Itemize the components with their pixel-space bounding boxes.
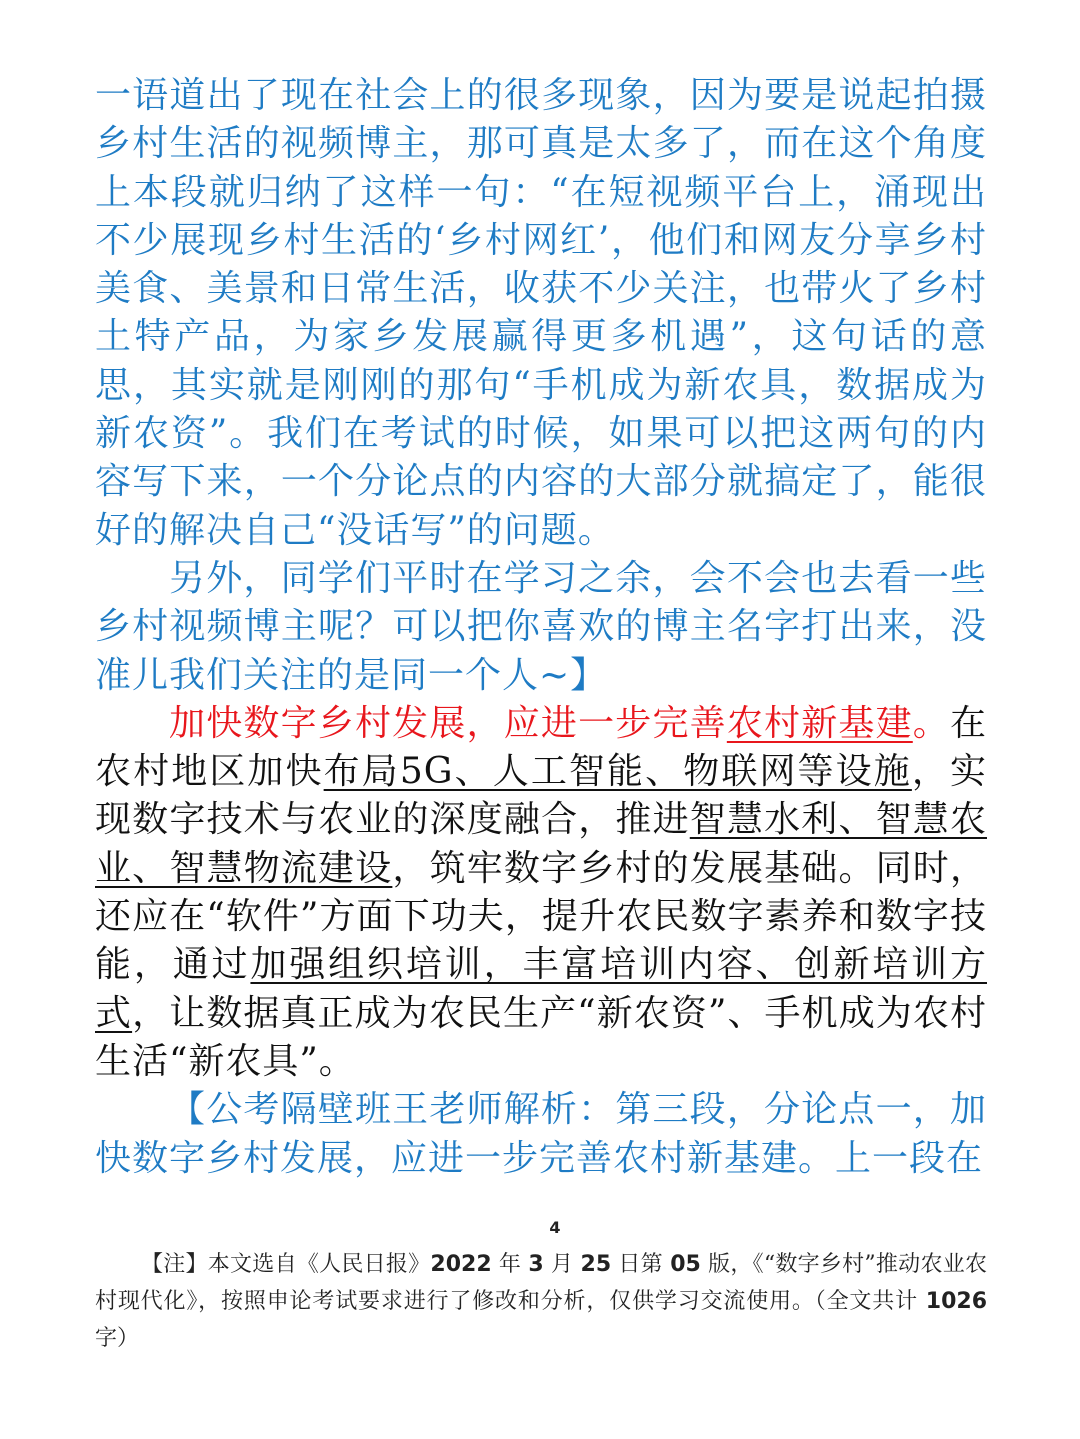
commentary-question-text: 另外，同学们平时在学习之余，会不会也去看一些乡村视频博主呢？可以把你喜欢的博主名字打出来，没准儿我们关注的是同一个人~】 [95,557,987,696]
section-heading-end: 。 [912,702,950,744]
commentary-question-paragraph [95,555,987,700]
article-body [95,72,987,1183]
section-heading [169,703,950,744]
analysis-paragraph [95,1086,987,1183]
footnote-text-5: 版，《“数字乡村”推动农业农村现代化》，按照申论考试要求进行了修改和分析，仅供学习交流使用。（全文共计 [95,1252,987,1314]
section-heading-underlined: 农村新基建 [726,702,913,744]
footnote-text-2: 年 [491,1252,529,1277]
underlined-phrase-3: 加强组织培训，丰富培训内容、创新培训方式 [95,944,987,1034]
article-text-2: ，实现数字技术与农业的深度融合，推进 [95,751,987,841]
analysis-text: 【公考隔壁班王老师解析：第三段，分论点一，加快数字乡村发展，应进一步完善农村新基建。上一段在 [95,1089,987,1179]
footnote-text-6: 字） [95,1326,140,1351]
footnote-day: 25 [580,1252,612,1277]
underlined-phrase-2: 智慧水利、智慧农业、智慧物流建设 [95,799,987,889]
article-text-3: ，筑牢数字乡村的发展基础。同时，还应在“软件”方面下功夫，提升农民数字素养和数字技能，通过 [95,847,987,986]
footnote [95,1246,987,1357]
commentary-paragraph [95,72,987,555]
section-heading-text: 加快数字乡村发展，应进一步完善 [169,702,727,744]
page-number: 4 [549,1218,561,1237]
footnote-edition: 05 [670,1252,701,1277]
article-paragraph [95,700,987,1086]
footnote-text-4: 日第 [611,1252,671,1277]
footnote-paragraph [95,1246,987,1357]
commentary-text: 一语道出了现在社会上的很多现象，因为要是说起拍摄乡村生活的视频博主，那可真是太多了，而在这个角度上本段就归纳了这样一句：“在短视频平台上，涌现出不少展现乡村生活的‘乡村网红’，他们和网友分享乡村美食、美景和日常生活，收获不少关注，也带火了乡村土特产品，为家乡发展赢得更多机遇”，这句话的意思，其实就是刚刚的那句“手机成为新农具，数据成为新农资”。我们在考试的时候，如果可以把这两句的内容写下来，一个分论点的内容的大部分就搞定了，能很好的解决自己“没话写”的问题。 [95,75,987,551]
footnote-text-3: 月 [543,1252,581,1277]
footnote-word-count: 1026 [925,1289,987,1314]
article-text-4: ，让数据真正成为农民生产“新农资”、手机成为农村生活“新农具”。 [95,992,987,1082]
underlined-phrase-1: 布局5G、人工智能、物联网等设施 [323,751,912,793]
footnote-month: 3 [528,1252,544,1277]
footnote-year: 2022 [430,1252,492,1277]
footnote-text-1: 【注】本文选自《人民日报》 [141,1252,431,1277]
article-text-1: 在农村地区加快 [95,702,987,793]
